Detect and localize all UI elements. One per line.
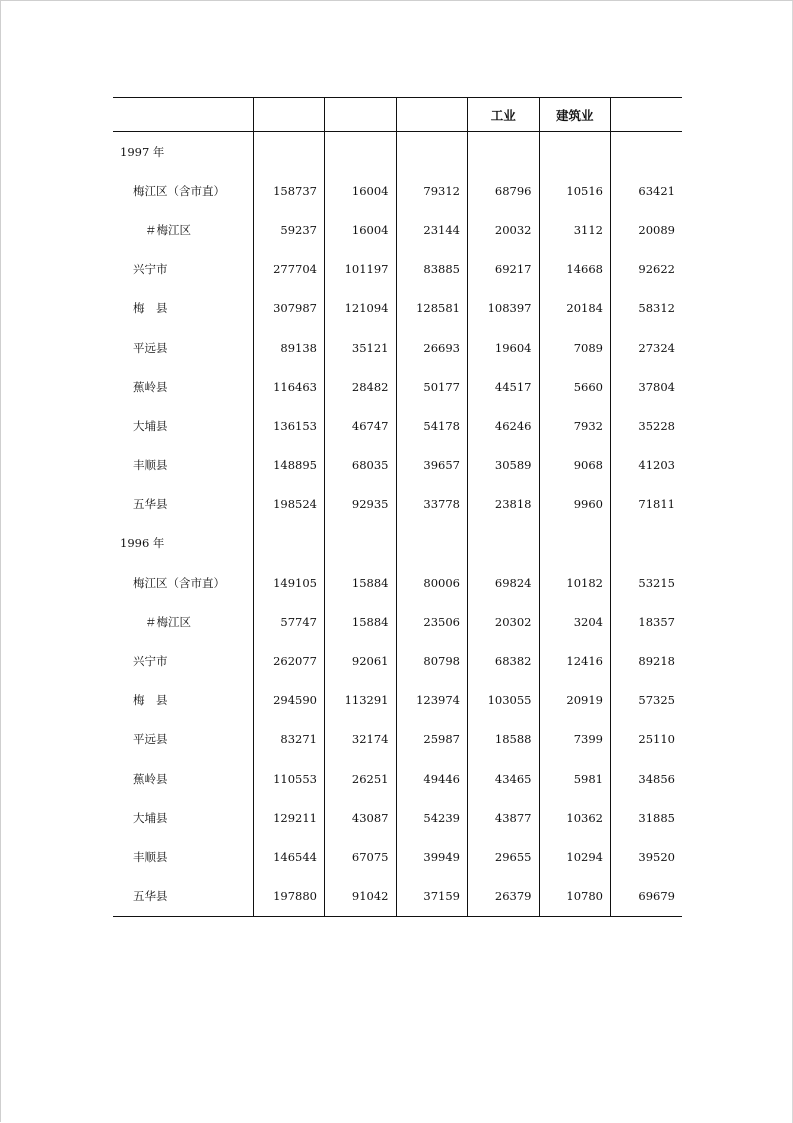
value-cell: 54178 bbox=[396, 406, 468, 445]
value-cell: 89218 bbox=[611, 641, 683, 680]
value-cell: 12416 bbox=[539, 641, 611, 680]
value-cell: 43877 bbox=[468, 798, 540, 837]
value-cell: 27324 bbox=[611, 328, 683, 367]
value-cell: 35228 bbox=[611, 406, 683, 445]
header-cell bbox=[325, 98, 397, 132]
region-label: 兴宁市 bbox=[133, 262, 168, 277]
value-cell: 68382 bbox=[468, 641, 540, 680]
value-cell: 15884 bbox=[325, 602, 397, 641]
table-row bbox=[113, 641, 682, 680]
value-cell bbox=[611, 132, 683, 172]
value-cell: 16004 bbox=[325, 210, 397, 249]
value-cell: 32174 bbox=[325, 720, 397, 759]
value-cell: 198524 bbox=[253, 485, 325, 524]
value-cell: 123974 bbox=[396, 681, 468, 720]
value-cell: 10182 bbox=[539, 563, 611, 602]
value-cell: 83271 bbox=[253, 720, 325, 759]
region-label: 梅江区（含市直） bbox=[133, 575, 225, 590]
value-cell: 37804 bbox=[611, 367, 683, 406]
value-cell: 3204 bbox=[539, 602, 611, 641]
value-cell: 50177 bbox=[396, 367, 468, 406]
value-cell: 10516 bbox=[539, 171, 611, 210]
table-row bbox=[113, 877, 682, 917]
value-cell: 57747 bbox=[253, 602, 325, 641]
value-cell: 23144 bbox=[396, 210, 468, 249]
value-cell bbox=[253, 524, 325, 563]
value-cell: 41203 bbox=[611, 446, 683, 485]
value-cell: 7399 bbox=[539, 720, 611, 759]
value-cell: 20919 bbox=[539, 681, 611, 720]
value-cell: 46747 bbox=[325, 406, 397, 445]
year-group-row bbox=[113, 524, 682, 563]
table-row bbox=[113, 798, 682, 837]
header-cell bbox=[253, 98, 325, 132]
region-label: 平远县 bbox=[133, 732, 168, 747]
table-row bbox=[113, 367, 682, 406]
statistics-table bbox=[113, 97, 682, 917]
table-row bbox=[113, 171, 682, 210]
header-cell-region bbox=[113, 98, 253, 132]
region-label: 梅 县 bbox=[133, 301, 168, 316]
value-cell: 18357 bbox=[611, 602, 683, 641]
value-cell: 43465 bbox=[468, 759, 540, 798]
value-cell: 26251 bbox=[325, 759, 397, 798]
table-row bbox=[113, 681, 682, 720]
value-cell: 5660 bbox=[539, 367, 611, 406]
value-cell: 49446 bbox=[396, 759, 468, 798]
value-cell: 68035 bbox=[325, 446, 397, 485]
value-cell: 3112 bbox=[539, 210, 611, 249]
value-cell: 277704 bbox=[253, 250, 325, 289]
table-row bbox=[113, 485, 682, 524]
value-cell: 92935 bbox=[325, 485, 397, 524]
value-cell: 9068 bbox=[539, 446, 611, 485]
value-cell: 19604 bbox=[468, 328, 540, 367]
value-cell: 34856 bbox=[611, 759, 683, 798]
value-cell: 25110 bbox=[611, 720, 683, 759]
value-cell: 20302 bbox=[468, 602, 540, 641]
table-row bbox=[113, 720, 682, 759]
value-cell: 7932 bbox=[539, 406, 611, 445]
value-cell: 89138 bbox=[253, 328, 325, 367]
value-cell: 26693 bbox=[396, 328, 468, 367]
value-cell: 18588 bbox=[468, 720, 540, 759]
value-cell: 25987 bbox=[396, 720, 468, 759]
table-body bbox=[113, 132, 682, 917]
value-cell: 128581 bbox=[396, 289, 468, 328]
value-cell: 53215 bbox=[611, 563, 683, 602]
value-cell bbox=[325, 524, 397, 563]
region-label: 梅江区（含市直） bbox=[133, 183, 225, 198]
table-row bbox=[113, 328, 682, 367]
table-row bbox=[113, 289, 682, 328]
value-cell: 83885 bbox=[396, 250, 468, 289]
value-cell: 148895 bbox=[253, 446, 325, 485]
value-cell: 39949 bbox=[396, 837, 468, 876]
table-row bbox=[113, 446, 682, 485]
value-cell: 31885 bbox=[611, 798, 683, 837]
value-cell: 10362 bbox=[539, 798, 611, 837]
region-label: ＃梅江区 bbox=[145, 222, 191, 237]
value-cell: 69679 bbox=[611, 877, 683, 917]
value-cell: 110553 bbox=[253, 759, 325, 798]
value-cell bbox=[611, 524, 683, 563]
region-label: 大埔县 bbox=[133, 418, 168, 433]
value-cell: 30589 bbox=[468, 446, 540, 485]
value-cell bbox=[468, 132, 540, 172]
value-cell: 58312 bbox=[611, 289, 683, 328]
value-cell: 29655 bbox=[468, 837, 540, 876]
table-row bbox=[113, 406, 682, 445]
year-group-row bbox=[113, 132, 682, 172]
value-cell: 69824 bbox=[468, 563, 540, 602]
region-label: 丰顺县 bbox=[133, 458, 168, 473]
value-cell bbox=[396, 524, 468, 563]
value-cell: 101197 bbox=[325, 250, 397, 289]
table-row bbox=[113, 759, 682, 798]
value-cell: 59237 bbox=[253, 210, 325, 249]
region-label: 蕉岭县 bbox=[133, 771, 168, 786]
header-cell: 工业 bbox=[468, 98, 540, 132]
value-cell: 63421 bbox=[611, 171, 683, 210]
region-label: 五华县 bbox=[133, 497, 168, 512]
value-cell: 43087 bbox=[325, 798, 397, 837]
value-cell: 146544 bbox=[253, 837, 325, 876]
value-cell: 10780 bbox=[539, 877, 611, 917]
value-cell: 91042 bbox=[325, 877, 397, 917]
value-cell: 158737 bbox=[253, 171, 325, 210]
value-cell: 20089 bbox=[611, 210, 683, 249]
value-cell: 92622 bbox=[611, 250, 683, 289]
region-label: 丰顺县 bbox=[133, 849, 168, 864]
region-label: 平远县 bbox=[133, 340, 168, 355]
header-cell bbox=[396, 98, 468, 132]
value-cell: 23506 bbox=[396, 602, 468, 641]
value-cell: 294590 bbox=[253, 681, 325, 720]
value-cell: 39520 bbox=[611, 837, 683, 876]
value-cell: 71811 bbox=[611, 485, 683, 524]
value-cell: 67075 bbox=[325, 837, 397, 876]
value-cell: 69217 bbox=[468, 250, 540, 289]
value-cell: 23818 bbox=[468, 485, 540, 524]
value-cell: 197880 bbox=[253, 877, 325, 917]
value-cell: 121094 bbox=[325, 289, 397, 328]
value-cell: 307987 bbox=[253, 289, 325, 328]
value-cell bbox=[325, 132, 397, 172]
value-cell: 35121 bbox=[325, 328, 397, 367]
table-row bbox=[113, 602, 682, 641]
header-cell: 建筑业 bbox=[539, 98, 611, 132]
value-cell: 129211 bbox=[253, 798, 325, 837]
value-cell bbox=[468, 524, 540, 563]
value-cell: 46246 bbox=[468, 406, 540, 445]
table-row bbox=[113, 837, 682, 876]
table-row bbox=[113, 210, 682, 249]
value-cell: 9960 bbox=[539, 485, 611, 524]
region-label: 兴宁市 bbox=[133, 654, 168, 669]
value-cell: 108397 bbox=[468, 289, 540, 328]
value-cell: 103055 bbox=[468, 681, 540, 720]
value-cell: 149105 bbox=[253, 563, 325, 602]
value-cell: 26379 bbox=[468, 877, 540, 917]
value-cell: 7089 bbox=[539, 328, 611, 367]
year-label: 1997 年 bbox=[120, 144, 165, 159]
value-cell bbox=[539, 524, 611, 563]
value-cell bbox=[253, 132, 325, 172]
year-label: 1996 年 bbox=[120, 536, 165, 551]
value-cell: 20032 bbox=[468, 210, 540, 249]
value-cell: 57325 bbox=[611, 681, 683, 720]
value-cell: 20184 bbox=[539, 289, 611, 328]
value-cell: 262077 bbox=[253, 641, 325, 680]
value-cell: 68796 bbox=[468, 171, 540, 210]
region-label: 五华县 bbox=[113, 877, 253, 917]
region-label: ＃梅江区 bbox=[145, 614, 191, 629]
value-cell: 92061 bbox=[325, 641, 397, 680]
value-cell: 39657 bbox=[396, 446, 468, 485]
region-label: 蕉岭县 bbox=[133, 379, 168, 394]
table-header-row bbox=[113, 98, 682, 132]
value-cell: 44517 bbox=[468, 367, 540, 406]
table-row bbox=[113, 250, 682, 289]
value-cell: 33778 bbox=[396, 485, 468, 524]
value-cell: 80798 bbox=[396, 641, 468, 680]
value-cell: 37159 bbox=[396, 877, 468, 917]
value-cell: 28482 bbox=[325, 367, 397, 406]
value-cell: 14668 bbox=[539, 250, 611, 289]
value-cell bbox=[396, 132, 468, 172]
value-cell: 113291 bbox=[325, 681, 397, 720]
value-cell: 80006 bbox=[396, 563, 468, 602]
value-cell: 136153 bbox=[253, 406, 325, 445]
value-cell: 116463 bbox=[253, 367, 325, 406]
value-cell bbox=[539, 132, 611, 172]
value-cell: 10294 bbox=[539, 837, 611, 876]
value-cell: 79312 bbox=[396, 171, 468, 210]
header-cell bbox=[611, 98, 683, 132]
value-cell: 15884 bbox=[325, 563, 397, 602]
region-label: 大埔县 bbox=[133, 810, 168, 825]
value-cell: 5981 bbox=[539, 759, 611, 798]
table-row bbox=[113, 563, 682, 602]
region-label: 梅 县 bbox=[133, 693, 168, 708]
value-cell: 54239 bbox=[396, 798, 468, 837]
value-cell: 16004 bbox=[325, 171, 397, 210]
